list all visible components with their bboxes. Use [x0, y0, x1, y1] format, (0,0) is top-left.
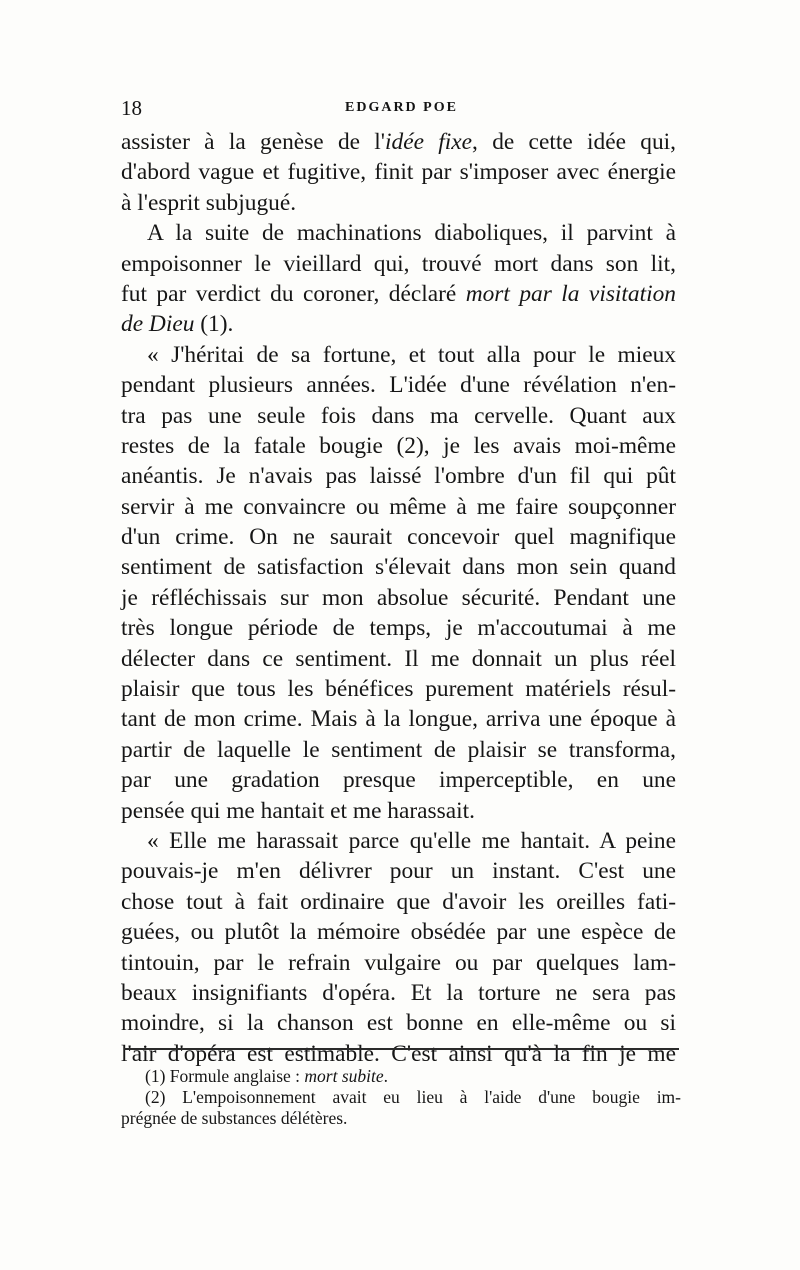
- text-line: beaux insignifiants d'opéra. Et la torture ne sera pas: [121, 979, 676, 1006]
- text-line: restes de la fatale bougie (2), je les avais moi-même: [121, 432, 676, 459]
- text-line: tintouin, par le refrain vulgaire ou par quelques lam-: [121, 949, 676, 976]
- text-line: pendant plusieurs années. L'idée d'une révélation n'en-: [121, 372, 676, 399]
- text-line: sentiment de satisfaction s'élevait dans mon sein quand: [121, 554, 676, 581]
- text-line: « J'héritai de sa fortune, et tout alla pour le mieux: [147, 341, 676, 368]
- text-line: l'air d'opéra est estimable. C'est ainsi qu'à la fin je me: [121, 1040, 676, 1067]
- text-line: très longue période de temps, je m'accoutumai à me: [121, 615, 676, 642]
- text-line: pouvais-je m'en délivrer pour un instant. C'est une: [121, 858, 676, 885]
- text-line: délecter dans ce sentiment. Il me donnait un plus réel: [121, 645, 676, 672]
- page-header: [121, 96, 676, 122]
- text-line: pensée qui me hantait et me harassait.: [121, 797, 475, 824]
- text-line: à l'esprit subjugué.: [121, 189, 297, 216]
- page-number: 18: [121, 96, 142, 120]
- text-line: de Dieu (1).: [121, 311, 234, 338]
- text-line: plaisir que tous les bénéfices purement matériels résul-: [121, 676, 676, 703]
- text-line: A la suite de machinations diaboliques, il parvint à: [147, 220, 676, 247]
- footnote-divider: [124, 1048, 679, 1050]
- text-line: guées, ou plutôt la mémoire obsédée par une espèce de: [121, 919, 676, 946]
- text-line: moindre, si la chanson est bonne en elle-même ou si: [121, 1010, 676, 1037]
- body-text: [121, 127, 676, 1069]
- text-line: empoisonner le vieillard qui, trouvé mort dans son lit,: [121, 250, 676, 277]
- text-line: d'abord vague et fugitive, finit par s'imposer avec énergie: [121, 159, 676, 186]
- text-line: anéantis. Je n'avais pas laissé l'ombre d'un fil qui pût: [121, 463, 676, 490]
- text-line: je réfléchissais sur mon absolue sécurité. Pendant une: [121, 584, 676, 611]
- running-head: EDGARD POE: [345, 100, 458, 115]
- text-line: chose tout à fait ordinaire que d'avoir les oreilles fati-: [121, 888, 676, 915]
- text-line: tra pas une seule fois dans ma cervelle. Quant aux: [121, 402, 676, 429]
- text-line: fut par verdict du coroner, déclaré mort par la visitation: [121, 280, 676, 307]
- footnote-line: (2) L'empoisonnement avait eu lieu à l'aide d'une bougie im-: [145, 1087, 681, 1107]
- text-line: servir à me convaincre ou même à me faire soupçonner: [121, 493, 676, 520]
- text-line: partir de laquelle le sentiment de plaisir se transforma,: [121, 736, 676, 763]
- text-line: assister à la genèse de l'idée fixe, de cette idée qui,: [121, 129, 676, 155]
- footnote-line: (1) Formule anglaise : mort subite.: [145, 1066, 389, 1086]
- text-line: d'un crime. On ne saurait concevoir quel magnifique: [121, 524, 676, 551]
- text-line: tant de mon crime. Mais à la longue, arriva une époque à: [121, 706, 676, 733]
- text-line: « Elle me harassait parce qu'elle me hantait. A peine: [147, 827, 676, 854]
- footnote-line: prégnée de substances délétères.: [121, 1108, 348, 1128]
- footnotes: [121, 1066, 681, 1129]
- text-line: par une gradation presque imperceptible, en une: [121, 767, 676, 794]
